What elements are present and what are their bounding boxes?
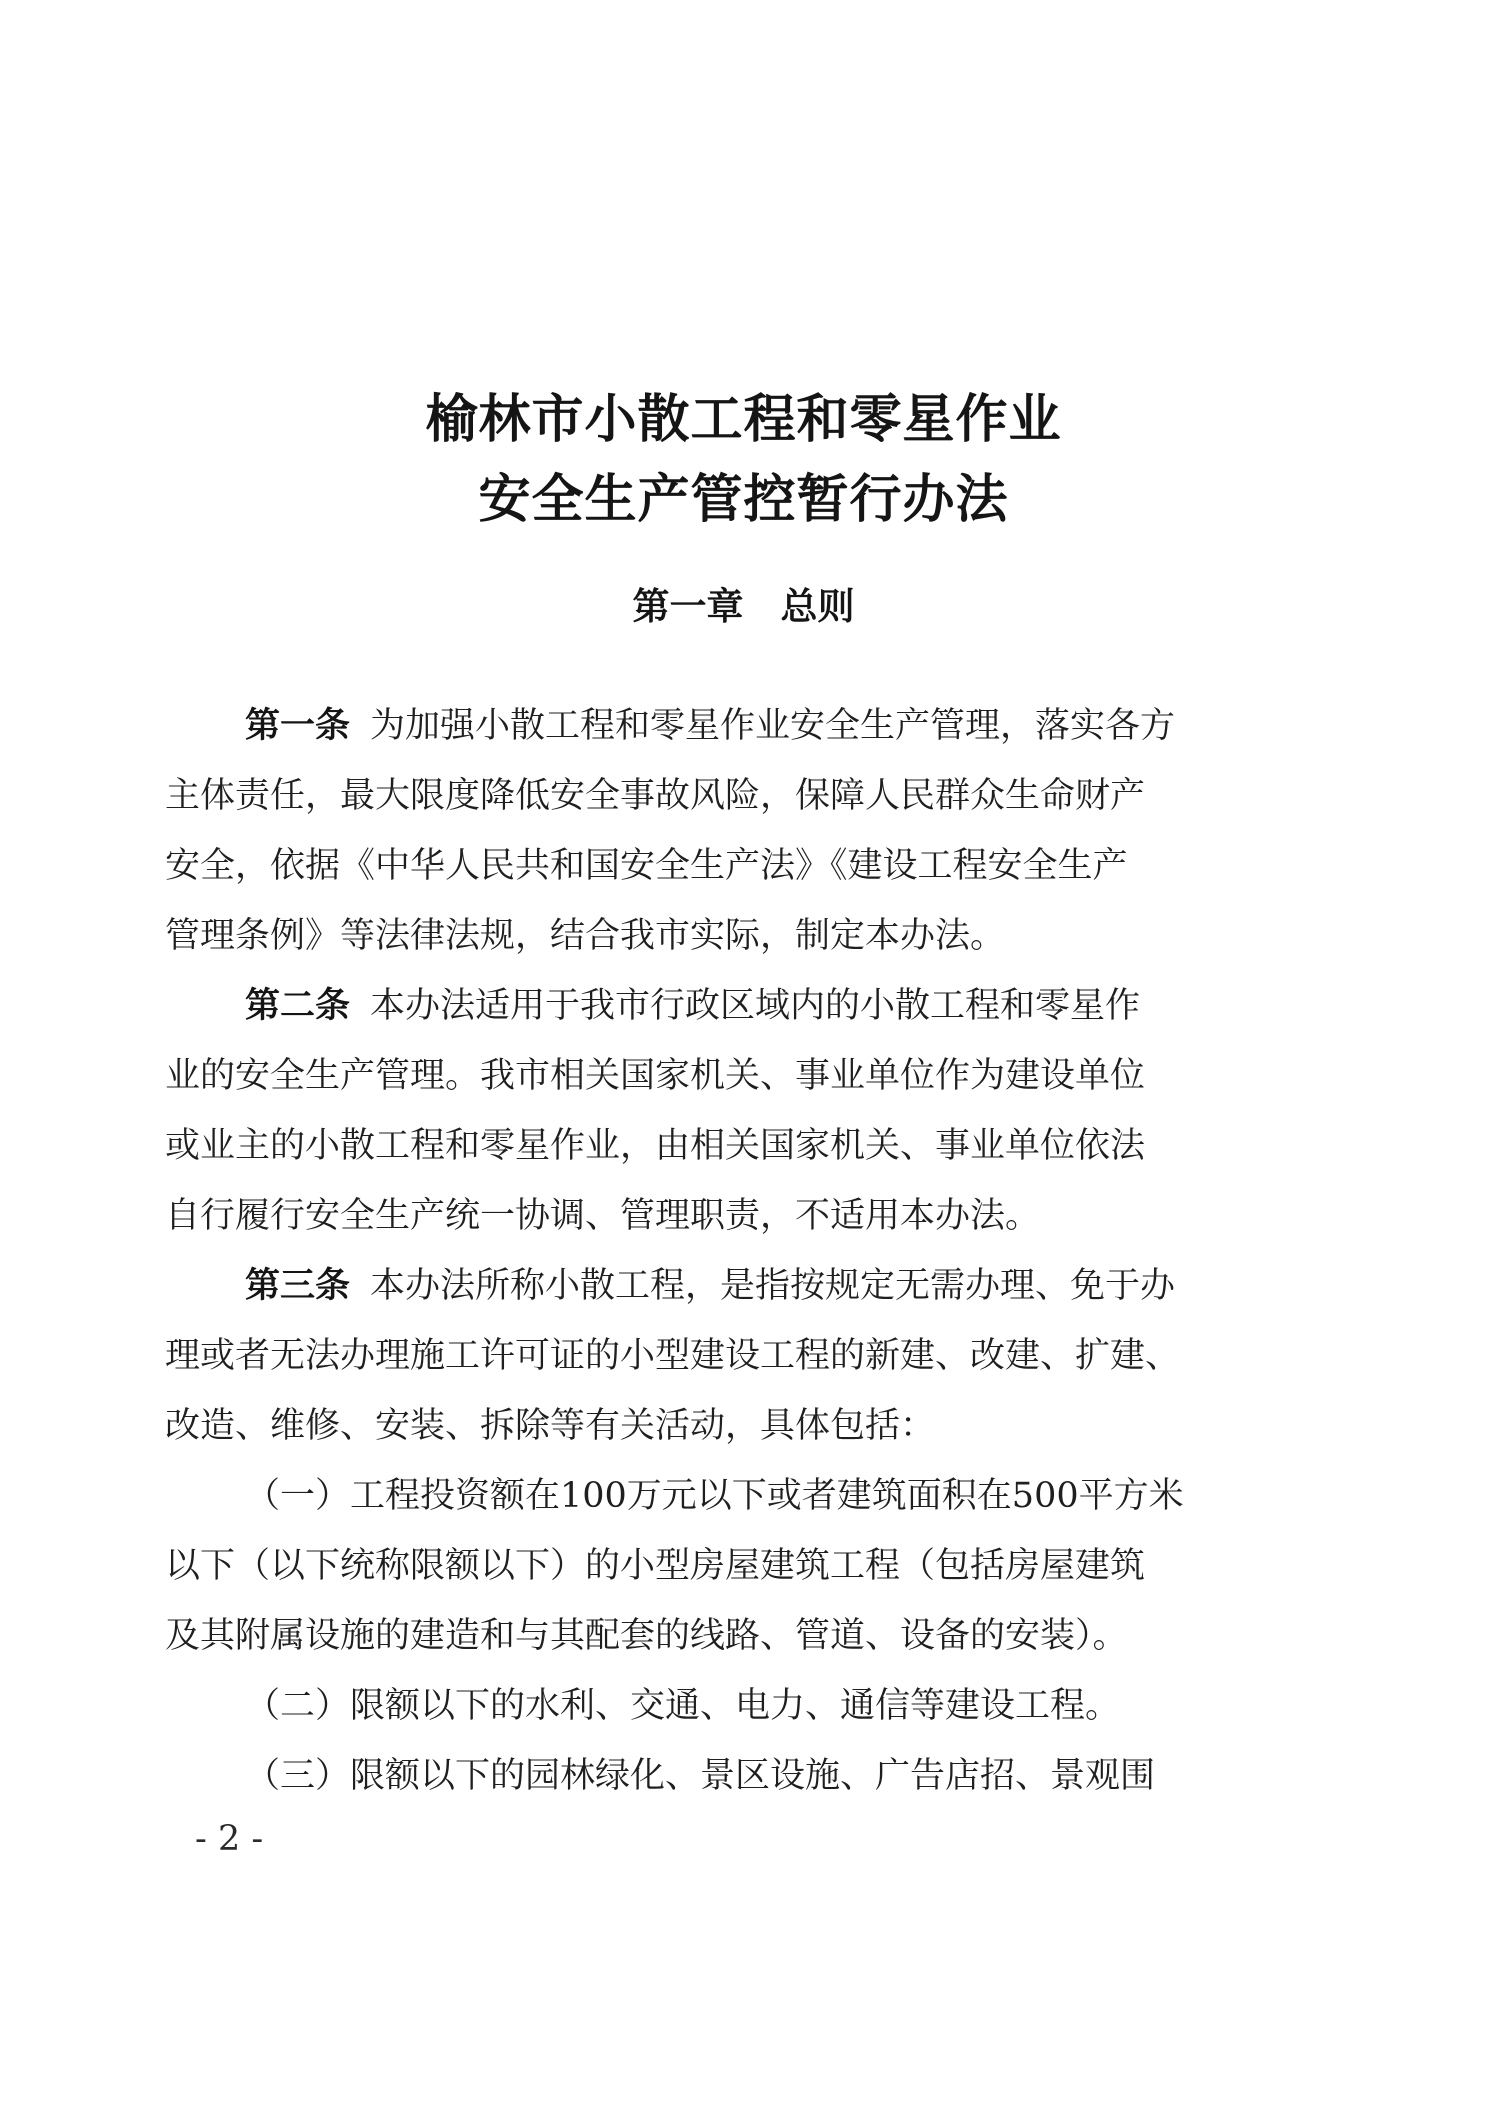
article-1-line-2: 主体责任，最大限度降低安全事故风险，保障人民群众生命财产 (165, 776, 1146, 816)
article-3-line-1 (245, 1262, 1175, 1310)
item-1-line-3: 及其附属设施的建造和与其配套的线路、管道、设备的安装）。 (165, 1616, 1128, 1656)
article-2-line-2: 业的安全生产管理。我市相关国家机关、事业单位作为建设单位 (165, 1056, 1146, 1096)
article-2-text-1: 本办法适用于我市行政区域内的小散工程和零星作 (370, 986, 1141, 1026)
article-3-line-2: 理或者无法办理施工许可证的小型建设工程的新建、改建、扩建、 (165, 1336, 1181, 1376)
document-title-line-2: 安全生产管控暂行办法 (478, 470, 1009, 530)
article-1-line-1 (245, 702, 1175, 750)
article-1-label: 第一条 (245, 706, 351, 746)
article-2-label: 第二条 (245, 986, 351, 1026)
chapter-heading: 第一章 总则 (632, 585, 855, 628)
article-3-text-1: 本办法所称小散工程，是指按规定无需办理、免于办 (370, 1266, 1176, 1306)
article-2-line-1 (245, 982, 1140, 1030)
article-2-line-3: 或业主的小散工程和零星作业，由相关国家机关、事业单位依法 (165, 1126, 1146, 1166)
item-3-line-1: （三）限额以下的园林绿化、景区设施、广告店招、景观围 (245, 1756, 1156, 1796)
article-1-line-3: 安全，依据《中华人民共和国安全生产法》《建设工程安全生产 (165, 846, 1128, 886)
article-3-line-3: 改造、维修、安装、拆除等有关活动，具体包括： (165, 1406, 936, 1446)
document-title-line-1: 榆林市小散工程和零星作业 (425, 390, 1062, 450)
article-2-line-4: 自行履行安全生产统一协调、管理职责，不适用本办法。 (165, 1196, 1041, 1236)
item-1-line-1: （一）工程投资额在100万元以下或者建筑面积在500平方米 (245, 1476, 1184, 1516)
article-3-label: 第三条 (245, 1266, 351, 1306)
page-number: - 2 - (195, 1819, 264, 1859)
article-1-text-1: 为加强小散工程和零星作业安全生产管理，落实各方 (370, 706, 1176, 746)
article-1-line-4: 管理条例》等法律法规，结合我市实际，制定本办法。 (165, 916, 1006, 956)
item-2-line-1: （二）限额以下的水利、交通、电力、通信等建设工程。 (245, 1686, 1121, 1726)
item-1-line-2: 以下（以下统称限额以下）的小型房屋建筑工程（包括房屋建筑 (165, 1546, 1146, 1586)
